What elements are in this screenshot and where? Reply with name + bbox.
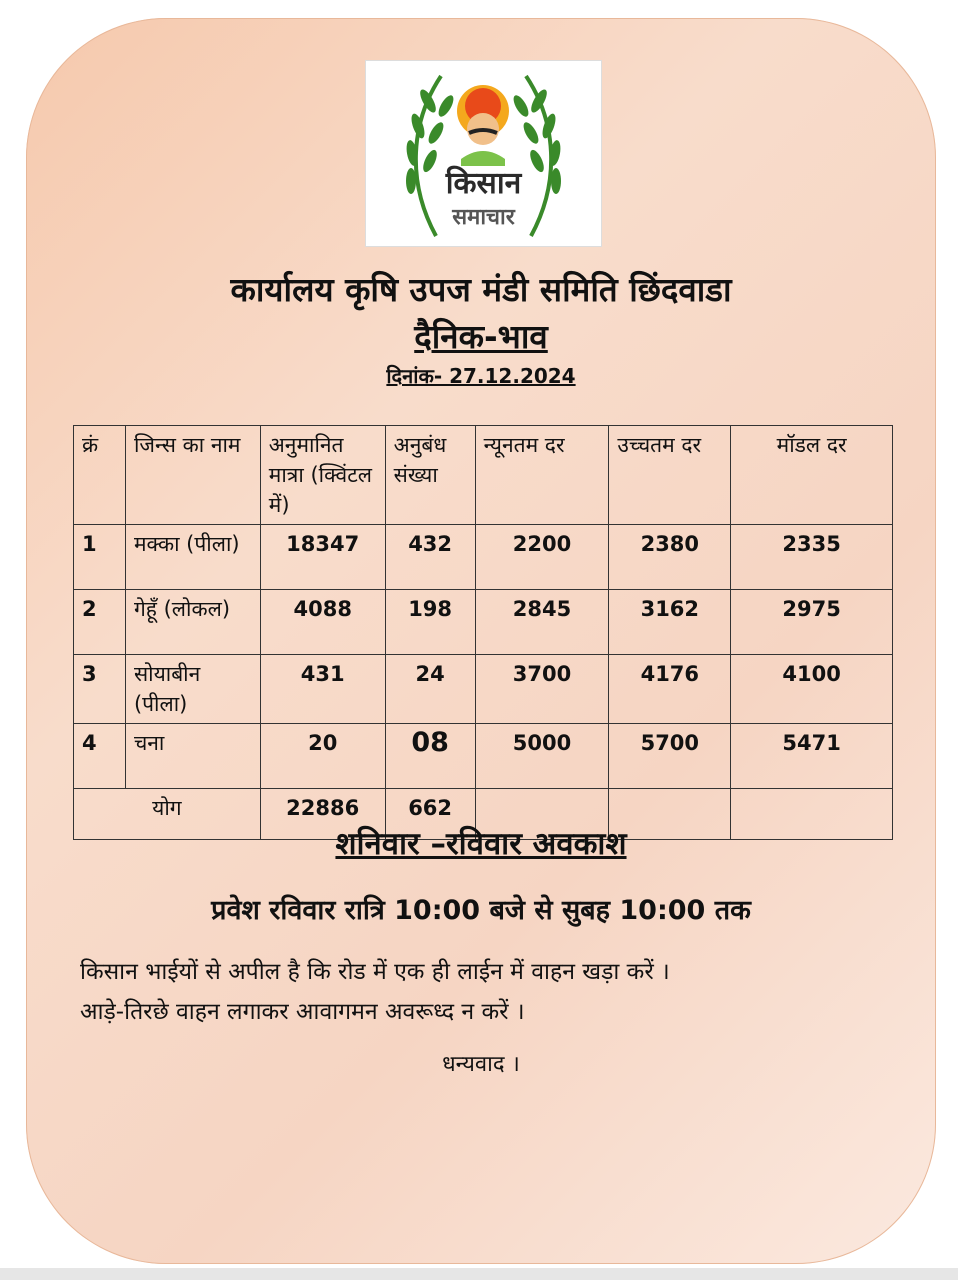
max-rate-cell: 4176 xyxy=(609,655,731,724)
commodity-cell: सोयाबीन (पीला) xyxy=(125,655,260,724)
logo-subtitle: समाचार xyxy=(452,205,515,230)
header-cell: मॉडल दर xyxy=(731,426,893,525)
thanks-text: धन्यवाद । xyxy=(442,1052,520,1077)
table-header-row xyxy=(74,426,893,525)
contracts-cell: 08 xyxy=(385,724,475,789)
table-row xyxy=(74,724,893,789)
entry-timing: प्रवेश रविवार रात्रि 10:00 बजे से सुबह 10:00 तक xyxy=(211,895,751,926)
max-rate-cell: 3162 xyxy=(609,590,731,655)
header-cell: जिन्स का नाम xyxy=(125,426,260,525)
total-label: योग xyxy=(74,789,261,840)
header-cell: अनुमानित मात्रा (क्विंटल में) xyxy=(260,426,385,525)
header-cell: क्रं xyxy=(74,426,126,525)
max-rate-cell: 2380 xyxy=(609,525,731,590)
contracts-cell: 198 xyxy=(385,590,475,655)
quantity-cell: 20 xyxy=(260,724,385,789)
total-quantity: 22886 xyxy=(260,789,385,840)
modal-rate-cell: 2975 xyxy=(731,590,893,655)
header-cell: उच्चतम दर xyxy=(609,426,731,525)
min-rate-cell: 2845 xyxy=(475,590,609,655)
logo-title: किसान xyxy=(445,166,522,201)
bottom-bar xyxy=(0,1268,958,1280)
serial-cell: 3 xyxy=(74,655,126,724)
contracts-cell: 24 xyxy=(385,655,475,724)
page-title: दैनिक-भाव xyxy=(414,317,548,356)
serial-cell: 1 xyxy=(74,525,126,590)
table-row xyxy=(74,525,893,590)
office-title: कार्यालय कृषि उपज मंडी समिति छिंदवाडा xyxy=(230,270,732,309)
modal-rate-cell: 2335 xyxy=(731,525,893,590)
modal-rate-cell: 4100 xyxy=(731,655,893,724)
serial-cell: 4 xyxy=(74,724,126,789)
table-row xyxy=(74,590,893,655)
appeal-line: किसान भाईयों से अपील है कि रोड में एक ही लाईन में वाहन खड़ा करें । xyxy=(80,959,670,985)
date-label: दिनांक- 27.12.2024 xyxy=(386,364,576,388)
table-row xyxy=(74,655,893,724)
modal-rate-cell: 5471 xyxy=(731,724,893,789)
commodity-cell: मक्का (पीला) xyxy=(125,525,260,590)
header-cell: न्यूनतम दर xyxy=(475,426,609,525)
appeal-text xyxy=(80,952,910,1032)
quantity-cell: 431 xyxy=(260,655,385,724)
min-rate-cell: 3700 xyxy=(475,655,609,724)
holiday-notice: शनिवार –रविवार अवकाश xyxy=(335,826,627,862)
header-cell: अनुबंध संख्या xyxy=(385,426,475,525)
max-rate-cell: 5700 xyxy=(609,724,731,789)
appeal-line: आड़े-तिरछे वाहन लगाकर आवागमन अवरूध्द न करें । xyxy=(80,999,525,1025)
commodity-cell: गेहूँ (लोकल) xyxy=(125,590,260,655)
min-rate-cell: 2200 xyxy=(475,525,609,590)
commodity-cell: चना xyxy=(125,724,260,789)
contracts-cell: 432 xyxy=(385,525,475,590)
kisan-samachar-logo xyxy=(365,60,602,247)
rates-table xyxy=(73,425,893,840)
total-contracts: 662 xyxy=(385,789,475,840)
serial-cell: 2 xyxy=(74,590,126,655)
min-rate-cell: 5000 xyxy=(475,724,609,789)
quantity-cell: 4088 xyxy=(260,590,385,655)
quantity-cell: 18347 xyxy=(260,525,385,590)
